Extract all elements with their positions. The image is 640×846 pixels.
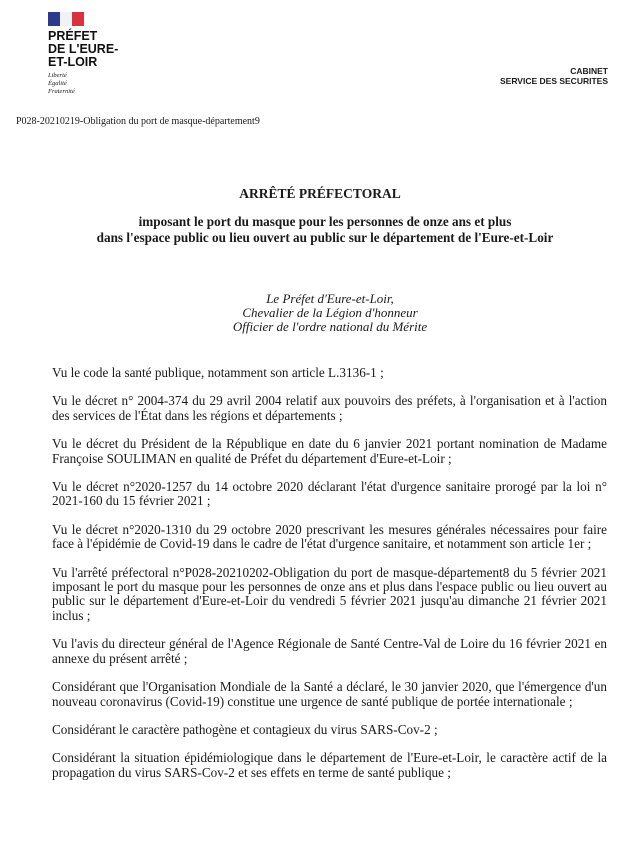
service-heading: [500, 66, 608, 86]
paragraph: Considérant que l'Organisation Mondiale de la Santé a déclaré, le 30 janvier 2020, que l'émergence d'un nouveau coronavirus (Covid-19) constitue une urgence de santé publique de portée internationale ;: [52, 679, 607, 709]
signatory-line: Officier de l'ordre national du Mérite: [232, 319, 428, 334]
signatory-block: [180, 292, 480, 334]
subtitle-line: imposant le port du masque pour les personnes de onze ans et plus: [138, 214, 512, 229]
paragraph: Vu le décret n°2020-1310 du 29 octobre 2020 prescrivant les mesures générales nécessaires pour faire face à l'épidémie de Covid-19 dans le cadre de l'état d'urgence sanitaire, et notamment son article 1er ;: [52, 521, 607, 552]
republic-motto: [48, 72, 138, 96]
document-body: [52, 366, 607, 794]
service-line: SERVICE DES SECURITES: [499, 76, 608, 86]
motto-line: Fraternité: [48, 88, 75, 95]
document-subtitle: [60, 214, 590, 246]
paragraph: Vu l'avis du directeur général de l'Agence Régionale de Santé Centre-Val de Loire du 16 février 2021 en annexe du présent arrêté ;: [52, 636, 607, 666]
prefecture-name: [48, 30, 138, 69]
prefecture-logo: [48, 12, 138, 96]
paragraph: Vu le décret du Président de la République en date du 6 janvier 2021 portant nomination de Madame Françoise SOULIMAN en qualité de Préfet du département d'Eure-et-Loir ;: [52, 436, 607, 466]
paragraph: Vu l'arrêté préfectoral n°P028-20210202-Obligation du port de masque-département8 du 5 février 2021 imposant le port du masque pour les personnes de onze ans et plus dans l'espace public ou lieu ouvert au public sur le département d'Eure-et-Loir du vendredi 5 février 2021 jusqu'au dimanche 21 février 2021 inclus ;: [52, 564, 607, 623]
motto-line: Liberté: [48, 72, 67, 79]
document-reference: P028-20210219-Obligation du port de masque-département9: [16, 116, 260, 127]
document-title: ARRÊTÉ PRÉFECTORAL: [239, 186, 401, 201]
signatory-line: Chevalier de la Légion d'honneur: [242, 305, 418, 320]
signatory-line: Le Préfet d'Eure-et-Loir,: [266, 291, 394, 306]
paragraph: Considérant la situation épidémiologique dans le département de l'Eure-et-Loir, le caractère actif de la propagation du virus SARS-Cov-2 et ses effets en terme de santé publique ;: [52, 750, 607, 780]
paragraph: Vu le décret n° 2004-374 du 29 avril 2004 relatif aux pouvoirs des préfets, à l'organisation et à l'action des services de l'État dans les régions et départements ;: [52, 393, 607, 423]
french-flag-icon: [48, 12, 84, 26]
motto-line: Égalité: [48, 80, 67, 87]
paragraph: Vu le décret n°2020-1257 du 14 octobre 2020 déclarant l'état d'urgence sanitaire prorogé par la loi n° 2021-160 du 15 février 2021 ;: [52, 479, 607, 509]
service-line: CABINET: [570, 66, 608, 76]
subtitle-line: dans l'espace public ou lieu ouvert au public sur le département de l'Eure-et-Loir: [96, 230, 554, 245]
paragraph: Considérant le caractère pathogène et contagieux du virus SARS-Cov-2 ;: [52, 721, 438, 737]
prefecture-name-line: ET-LOIR: [48, 55, 98, 69]
prefecture-name-line: DE L'EURE-: [48, 42, 119, 56]
paragraph: Vu le code la santé publique, notamment son article L.3136-1 ;: [52, 365, 384, 380]
prefecture-name-line: PRÉFET: [48, 29, 98, 43]
